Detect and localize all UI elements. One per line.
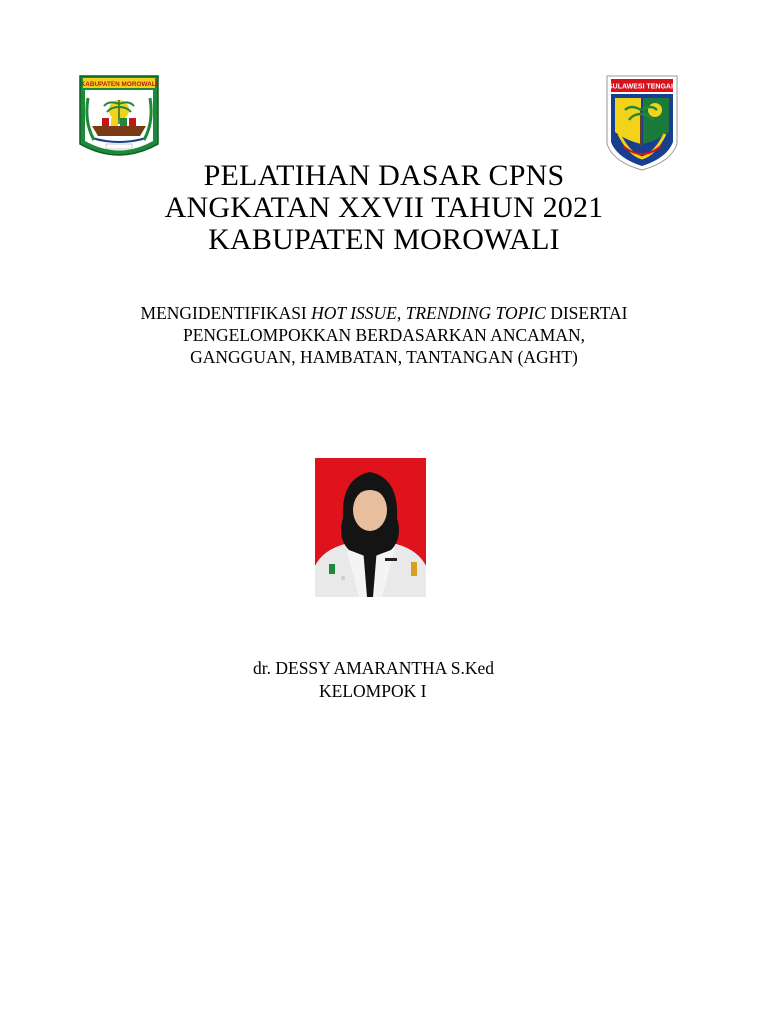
subtitle-suffix: DISERTAI (545, 303, 628, 323)
subtitle-line-1 (0, 302, 768, 324)
title-line-2: ANGKATAN XXVII TAHUN 2021 (164, 191, 604, 224)
author-group: KELOMPOK I (319, 681, 427, 701)
document-title (0, 160, 768, 256)
subtitle-separator: , (396, 303, 406, 323)
title-line-3: KABUPATEN MOROWALI (208, 223, 560, 256)
sulawesi-tengah-logo (605, 74, 679, 172)
subtitle-hot-issue: HOT ISSUE (311, 303, 397, 323)
subtitle-trending-topic: TRENDING TOPIC (405, 303, 546, 323)
logo-right-label: SULAWESI TENGAH (607, 83, 677, 91)
title-line-1: PELATIHAN DASAR CPNS (203, 159, 565, 192)
author-photo (315, 458, 426, 597)
kabupaten-morowali-logo (78, 74, 160, 162)
logo-left-label: KABUPATEN MOROWALI (80, 81, 158, 88)
subtitle-prefix: MENGIDENTIFIKASI (140, 303, 312, 323)
document-subtitle (0, 302, 768, 368)
subtitle-line-3: GANGGUAN, HAMBATAN, TANTANGAN (AGHT) (190, 347, 578, 367)
subtitle-line-2: PENGELOMPOKKAN BERDASARKAN ANCAMAN, (182, 325, 586, 345)
author-name: dr. DESSY AMARANTHA S.Ked (253, 658, 494, 678)
